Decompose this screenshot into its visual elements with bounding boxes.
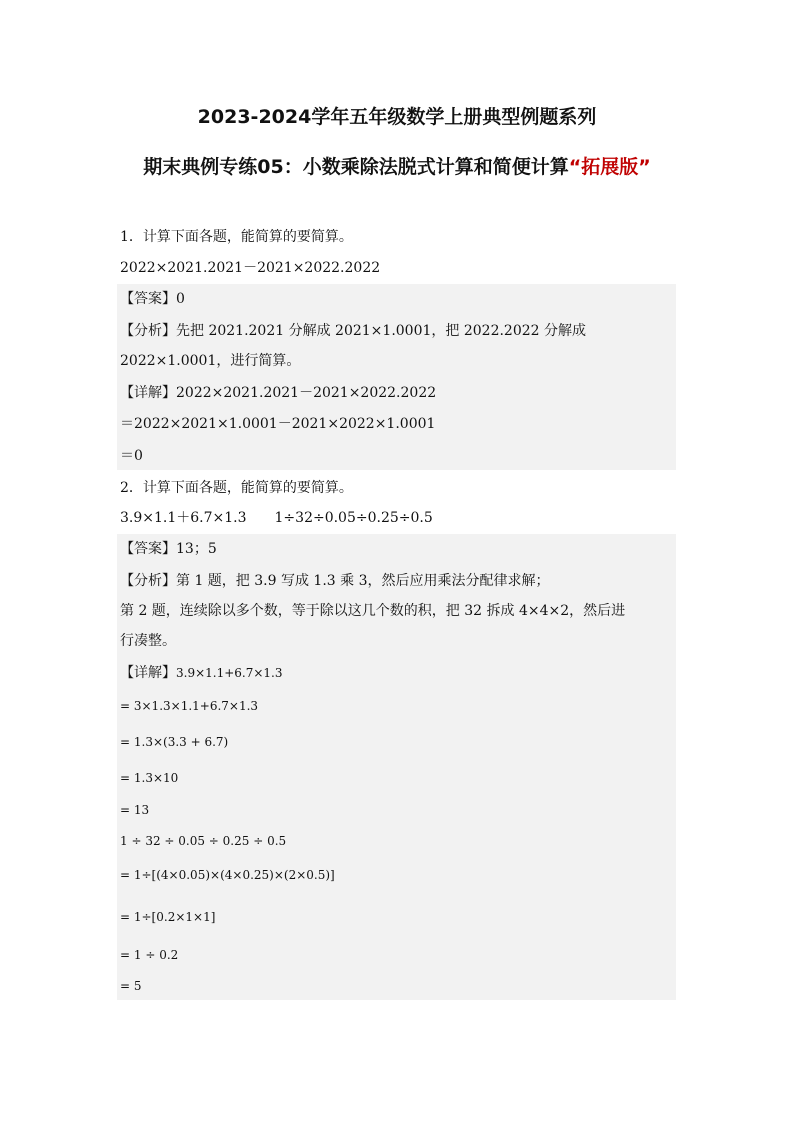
q2-step-1: 3.9×1.1+6.7×1.3	[176, 666, 283, 680]
q2-analysis-line-1: 【分析】第 1 题，把 3.9 写成 1.3 乘 3，然后应用乘法分配律求解；	[120, 573, 550, 589]
q1-analysis-line-2: 2022×1.0001，进行简算。	[120, 353, 301, 369]
subtitle-main: 期末典例专练05：小数乘除法脱式计算和简便计算	[143, 156, 569, 178]
q2-step-10: = 5	[120, 979, 142, 993]
q2-expression: 3.9×1.1＋6.7×1.3 1÷32÷0.05÷0.25÷0.5	[120, 510, 433, 526]
q1-question: 1．计算下面各题，能简算的要简算。	[120, 229, 353, 245]
q2-step-7: = 1÷[(4×0.05)×(4×0.25)×(2×0.5)]	[120, 868, 335, 882]
q2-answer: 【答案】13；5	[120, 541, 217, 557]
q1-detail-line-2: ＝2022×2021×1.0001－2021×2022×1.0001	[120, 416, 436, 432]
q1-detail-line-3: ＝0	[120, 448, 143, 464]
q2-step-3: = 1.3×(3.3 + 6.7)	[120, 735, 229, 749]
subtitle-highlight: “拓展版”	[568, 156, 651, 178]
q1-solution-panel	[117, 284, 676, 470]
q1-detail-line-1: 【详解】2022×2021.2021－2021×2022.2022	[120, 385, 437, 401]
q2-detail-label: 【详解】	[120, 665, 176, 681]
q2-question: 2．计算下面各题，能简算的要简算。	[120, 480, 353, 496]
q2-detail-line	[120, 662, 680, 684]
q2-step-8: = 1÷[0.2×1×1]	[120, 910, 216, 924]
q2-analysis-line-2: 第 2 题，连续除以多个数，等于除以这几个数的积，把 32 拆成 4×4×2，然后进	[120, 603, 626, 619]
q2-step-2: = 3×1.3×1.1+6.7×1.3	[120, 699, 259, 713]
q2-step-9: = 1 ÷ 0.2	[120, 948, 179, 962]
q2-step-6: 1 ÷ 32 ÷ 0.05 ÷ 0.25 ÷ 0.5	[120, 834, 287, 848]
q2-step-4: = 1.3×10	[120, 771, 179, 785]
q1-answer: 【答案】0	[120, 291, 185, 307]
q2-analysis-line-3: 行凑整。	[120, 633, 176, 649]
q2-step-5: = 13	[120, 803, 150, 817]
document-subtitle	[100, 145, 694, 189]
q1-analysis-line-1: 【分析】先把 2021.2021 分解成 2021×1.0001，把 2022.2022 分解成	[120, 323, 587, 339]
q1-expression: 2022×2021.2021－2021×2022.2022	[120, 260, 381, 276]
document-title: 2023-2024学年五年级数学上册典型例题系列	[197, 106, 597, 128]
